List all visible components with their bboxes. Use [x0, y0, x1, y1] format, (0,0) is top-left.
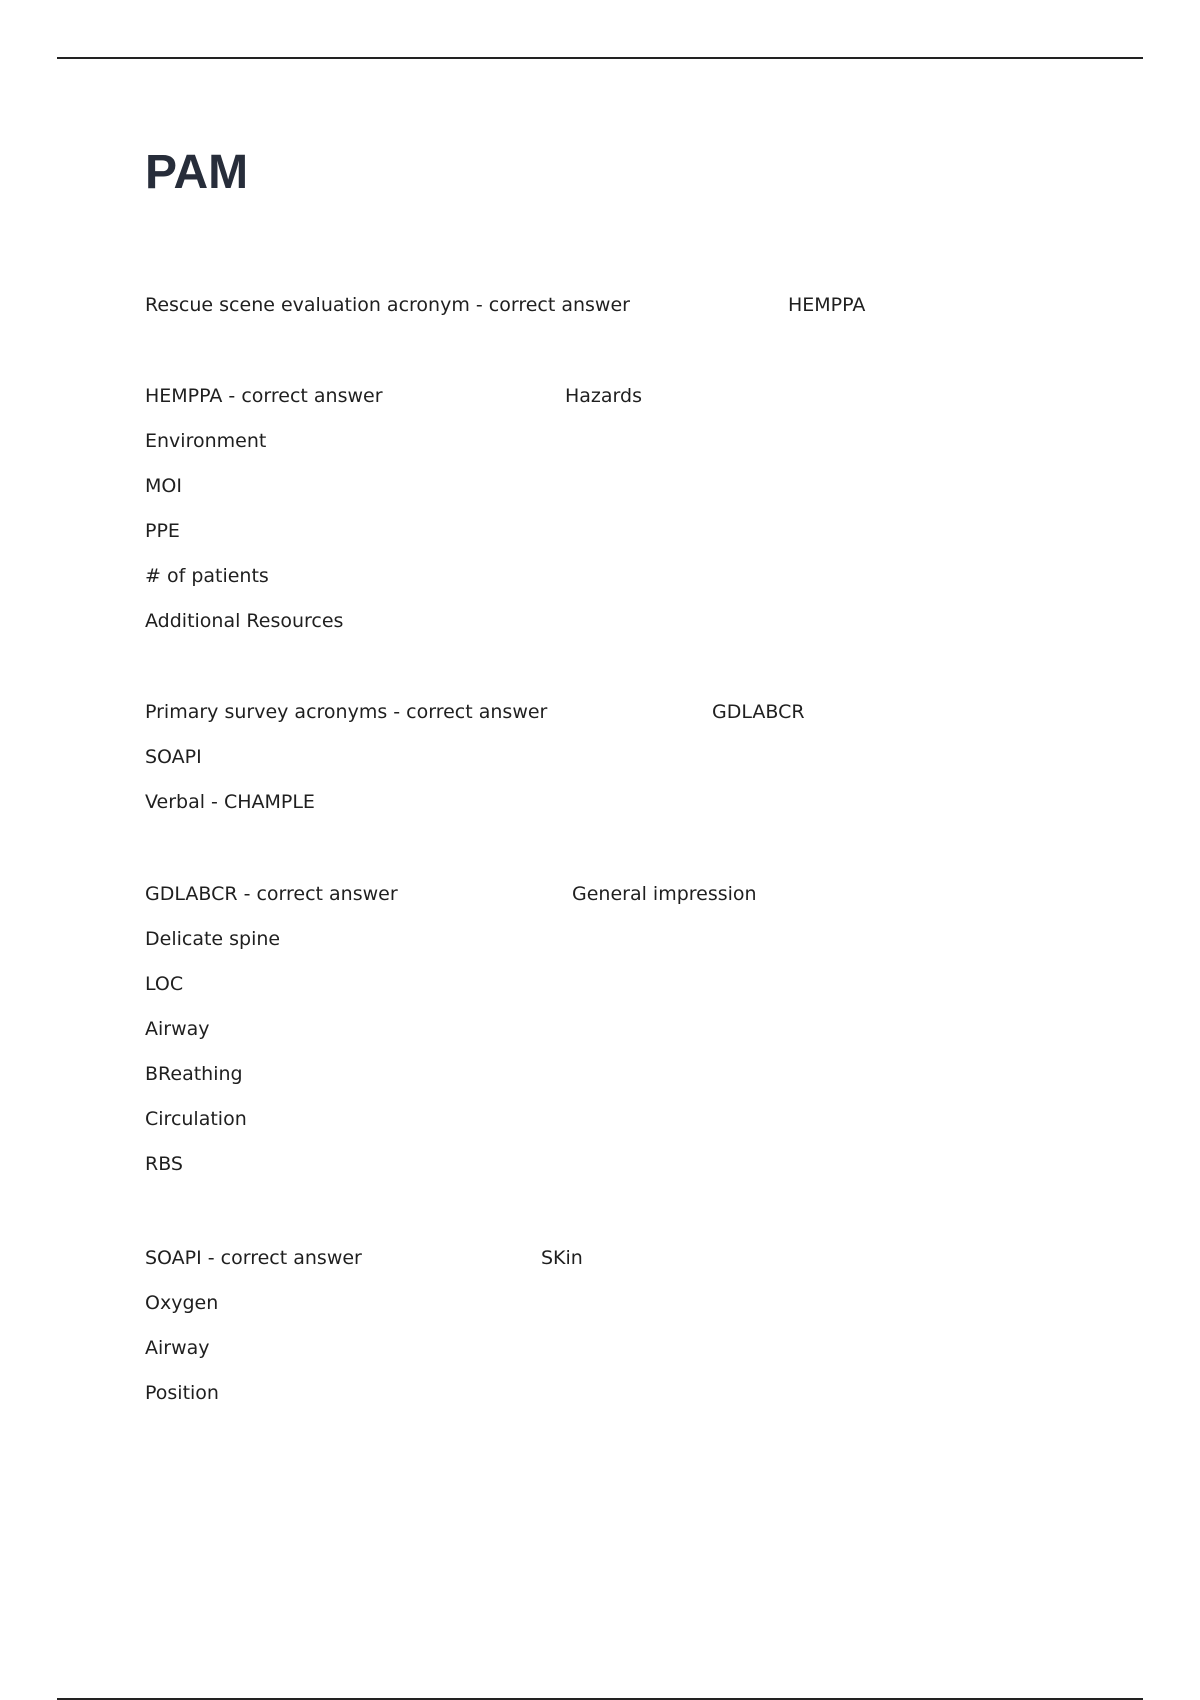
card-answer-line: SOAPI [145, 746, 202, 768]
document-title: PAM [145, 146, 249, 199]
card-answer-line: PPE [145, 520, 180, 542]
card-answer-line: Hazards [565, 385, 642, 407]
card-answer-line: Airway [145, 1018, 210, 1040]
card-answer-line: Circulation [145, 1108, 247, 1130]
card-answer-line: RBS [145, 1153, 183, 1175]
card-question: Primary survey acronyms - correct answer [145, 701, 548, 723]
card-question: GDLABCR - correct answer [145, 883, 398, 905]
card-answer-line: Oxygen [145, 1292, 219, 1314]
card-answer-line: HEMPPA [788, 294, 866, 316]
card-answer-line: LOC [145, 973, 184, 995]
flashcard-rescue-scene [145, 293, 1145, 318]
card-header-line [145, 882, 1145, 907]
card-answer-line: BReathing [145, 1063, 243, 1085]
card-answer-line: SKin [541, 1247, 583, 1269]
card-answer-line: GDLABCR [712, 701, 805, 723]
card-question: Rescue scene evaluation acronym - correct answer [145, 294, 630, 316]
card-answer-line: Delicate spine [145, 928, 281, 950]
card-answer-line: MOI [145, 475, 182, 497]
card-header-line [145, 384, 1145, 409]
card-answer-line: Additional Resources [145, 610, 344, 632]
card-header-line [145, 1246, 1145, 1271]
card-question: HEMPPA - correct answer [145, 385, 383, 407]
card-answer-line: Airway [145, 1337, 210, 1359]
flashcard-hemppa [145, 384, 1145, 634]
flashcard-soapi [145, 1246, 1145, 1406]
card-answer-line: Environment [145, 430, 267, 452]
card-header-line [145, 293, 1145, 318]
flashcard-primary-survey [145, 700, 1145, 815]
card-answer-line: # of patients [145, 565, 269, 587]
card-answer-line: Position [145, 1382, 219, 1404]
card-answer-line: General impression [572, 883, 757, 905]
header-rule [57, 57, 1143, 59]
card-answer-line: Verbal - CHAMPLE [145, 791, 315, 813]
card-header-line [145, 700, 1145, 725]
flashcard-gdlabcr [145, 882, 1145, 1177]
card-question: SOAPI - correct answer [145, 1247, 362, 1269]
